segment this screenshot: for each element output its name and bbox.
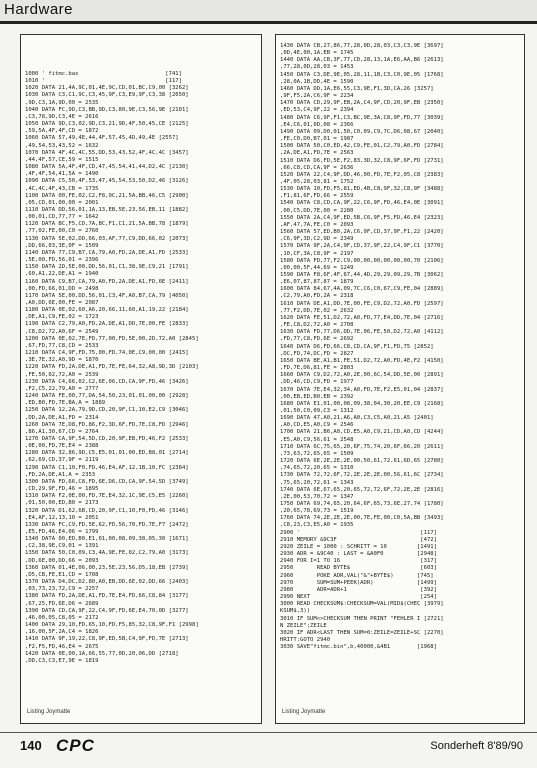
- code-line: 1280 DATA 32,86,9D,C5,E5,01,01,00,ED,B8,01 [2714]: [25, 450, 189, 457]
- code-line: 3030 SAVE"fitmc.bin",b,40000,&4B1 [1968]: [280, 644, 437, 651]
- code-line: ,20,65,78,69,73 = 1519: [280, 508, 354, 515]
- code-line: ,DD,2A,DE,A1,FD = 2314: [25, 414, 99, 421]
- code-line: ,00,FD,66,01,DD = 2498: [25, 285, 99, 292]
- code-line: 1520 DATA 22,C4,9F,DD,46,00,FD,7E,F2,05,C8 [2383]: [280, 171, 444, 178]
- code-line: 1230 DATA C4,66,02,C2,6E,06,CD,CA,9F,FD,46 [3426]: [25, 378, 189, 385]
- code-line: 1190 DATA C2,79,A0,FD,2A,DE,A1,DD,7E,00,FE [2833]: [25, 321, 189, 328]
- code-listing-left: [25, 71, 258, 701]
- code-line: 1550 DATA 2A,C4,9F,ED,5B,C6,9F,F5,FD,46,E4 [2323]: [280, 214, 444, 221]
- code-line: 2970 SUM=SUM+PEEK(ADR) [1499]: [280, 579, 437, 586]
- code-line: 1050 DATA 9D,C3,02,9D,C3,21,9D,4F,50,45,CE [2125]: [25, 121, 189, 128]
- code-line: 1340 DATA 00,ED,B0,E1,01,00,08,09,38,05,30 [1671]: [25, 536, 189, 543]
- code-line: ,CD,29,9F,FD,46 = 1895: [25, 486, 99, 493]
- listing-caption-right: Listing Joymatte: [282, 709, 326, 715]
- code-line: 1160 DATA C9,B7,CA,79,A0,FD,2A,DE,A1,FD,6E [2411]: [25, 278, 189, 285]
- code-line: 1690 DATA 47,A0,21,A6,A0,C3,C5,A0,21,A5 [2401]: [280, 415, 434, 422]
- code-line: ,0E,00,FD,7E,E4 = 2388: [25, 443, 99, 450]
- code-line: 1300 DATA FD,66,C8,FD,6E,D6,CD,CA,9F,54,5D [3749]: [25, 478, 189, 485]
- code-line: 2960 POKE ADR,VAL("&"+BYTE$) [745]: [280, 572, 434, 579]
- code-line: 1400 DATA 29,10,FD,65,10,FD,F5,85,32,C8,9F,F1 [2998]: [25, 622, 199, 629]
- code-line: 1440 DATA AA,CB,3F,77,CD,28,13,1A,E6,AA,B6 [2613]: [280, 57, 444, 64]
- code-line: ,62,69,CD,37,9F = 2119: [25, 457, 99, 464]
- code-line: ,0D,4E,00,1A,EB = 1745: [280, 50, 354, 57]
- code-line: 1110 DATA DD,56,01,1A,13,EB,5E,23,56,EB,11 [1882]: [25, 206, 189, 213]
- code-line: ,9F,F5,2A,C6,9F = 2234: [280, 93, 354, 100]
- code-line: ,46,00,05,C8,05 = 2172: [25, 614, 99, 621]
- code-line: 3020 IF ADR<LAST THEN SUM=0:ZEILE=ZEILE+SC [2270]: [280, 629, 444, 636]
- code-line: ,E4,AF,12,13,10 = 2051: [25, 514, 99, 521]
- code-line: ,3E,7E,32,A0,9D = 1870: [25, 357, 99, 364]
- code-line: ,FD,77,C8,FD,6E = 2692: [280, 336, 354, 343]
- code-line: 1390 DATA CD,CA,9F,22,C4,9F,FD,6E,E4,70,0D [3277]: [25, 607, 189, 614]
- code-line: ,4C,4C,4F,43,CB = 1735: [25, 185, 99, 192]
- code-line: 1730 DATA 72,72,6F,72,2E,2E,2E,00,56,61,6C [2734]: [280, 472, 444, 479]
- code-line: 1450 DATA C3,DE,9E,05,28,11,1B,C3,C0,9E,05 [1768]: [280, 71, 444, 78]
- code-line: 1040 DATA FC,9D,C3,BB,9D,C3,80,9E,C3,56,9E [2101]: [25, 106, 189, 113]
- code-line: ,E5,FD,46,E4,06 = 1799: [25, 529, 99, 535]
- section-title: Hardware: [4, 1, 74, 18]
- code-line: 1020 DATA 21,4A,9C,01,4E,9C,CD,01,BC,C9,00 [3262]: [25, 85, 189, 92]
- code-line: ,01,50,00,ED,B0 = 2173: [25, 500, 99, 507]
- code-line: ,AF,47,7A,FE,C0 = 2093: [280, 221, 354, 228]
- code-line: 1290 DATA C1,10,F0,FD,46,E4,AF,12,1B,10,FC [2384]: [25, 464, 189, 471]
- code-line: ,C2,38,9E,C9,01 = 1391: [25, 543, 99, 550]
- code-line: 1630 DATA FD,77,D6,DD,7E,06,FE,50,D2,72,A0 [4112]: [280, 329, 444, 336]
- code-line: ,2A,DE,A1,FD,7E = 2563: [280, 150, 354, 157]
- code-line: 1420 DATA 0E,00,1A,66,55,77,0D,20,06,DD [2718]: [25, 650, 179, 657]
- code-line: 1010 ' [117]: [25, 78, 182, 85]
- code-line: ,67,FD,77,C8,CD = 2533: [25, 342, 99, 349]
- code-line: 1270 DATA CA,9F,54,5D,CD,20,9F,EB,FD,46,F2 [2533]: [25, 435, 189, 442]
- code-line: ,ED,B0,FD,7E,BA,A = 1889: [25, 400, 106, 407]
- code-line: ,FE,C0,D0,B7,01 = 1987: [280, 136, 354, 143]
- code-line: ,C3,78,9D,C3,4E = 2616: [25, 113, 99, 120]
- code-line: 1740 DATA 6E,67,65,20,65,72,72,6F,72,2E,2E [2816]: [280, 486, 444, 493]
- code-line: N ZEILE";ZEILE: [280, 622, 327, 629]
- code-line: 2900 ' [117]: [280, 529, 437, 536]
- code-line: 1310 DATA F2,0E,00,FD,7E,E4,32,1C,9E,C5,E5 [2260]: [25, 493, 189, 500]
- code-line: ,00,C5,DD,7E,00 = 2280: [280, 207, 354, 214]
- code-line: 1760 DATA 74,2E,2E,2E,00,7E,FE,00,C0,5A,BB [3493]: [280, 515, 444, 522]
- code-line: 1240 DATA FE,00,77,DA,54,50,23,01,01,00,00 [2928]: [25, 393, 189, 400]
- code-line: 1320 DATA D1,62,6B,CD,20,9F,C1,10,F0,FD,46 [3146]: [25, 507, 189, 514]
- code-line: ,66,C8,CD,CA,9F = 2636: [280, 164, 354, 171]
- code-line: ,2E,00,53,70,72 = 1347: [280, 493, 354, 500]
- code-line: ,67,25,FD,6E,D6 = 2689: [25, 600, 99, 607]
- code-line: ,DC,FD,74,DC,FD = 2827: [280, 350, 354, 357]
- code-line: 1510 DATA D6,FD,5E,F2,83,3D,32,C8,9F,6F,FD [2731]: [280, 157, 444, 164]
- code-line: 1750 DATA 69,74,65,20,64,6F,65,73,6E,27,74 [1780]: [280, 501, 444, 507]
- code-line: 2930 ADR = &9C40 : LAST = &A0F0 [2948]: [280, 551, 437, 558]
- code-line: 1540 DATA C8,CD,CA,9F,22,C6,9F,FD,46,E4,0E [3091]: [280, 200, 444, 207]
- code-line: 1570 DATA 9F,2A,C4,9F,CD,37,9F,22,C4,9F,C1 [3770]: [280, 243, 444, 250]
- code-line: ,10,CF,3A,C8,9F = 2197: [280, 250, 354, 257]
- code-line: ,F2,F5,FD,46,E4 = 2675: [25, 643, 99, 650]
- code-line: ,C6,9F,3D,C2,9D = 2349: [280, 236, 354, 243]
- code-line: 1720 DATA 6E,2E,2E,2E,00,50,61,72,61,6D,65 [2780]: [280, 458, 444, 465]
- code-line: 1150 DATA 2D,5E,00,DD,56,01,C1,38,9E,C9,21 [1791]: [25, 264, 189, 271]
- code-line: 1470 DATA CD,29,9F,EB,2A,C4,9F,CD,20,9F,EB [2350]: [280, 100, 444, 107]
- listing-column-right: [275, 34, 525, 724]
- code-line: ,5E,00,FD,56,01 = 2396: [25, 257, 99, 264]
- code-line: ,DD,6E,00,DD,66 = 2093: [25, 557, 99, 564]
- code-line: 1500 DATA 50,C0,ED,42,C9,FE,01,C2,79,A0,FD [2784]: [280, 143, 444, 150]
- code-line: 1360 DATA 01,4E,06,00,23,5E,23,56,D5,18,EB [2739]: [25, 564, 189, 571]
- code-line: ,4F,4F,54,41,5A = 1490: [25, 171, 99, 178]
- code-line: 2910 MEMORY &9C3F [472]: [280, 536, 437, 543]
- code-line: ,DE,A1,C9,FE,02 = 1723: [25, 314, 99, 321]
- code-line: ,DD,46,CD,C9,FD = 1977: [280, 379, 354, 386]
- code-line: HRITT:GOTO 2940: [280, 636, 331, 643]
- header-rule: [0, 21, 537, 24]
- code-line: ,ED,53,C4,9F,22 = 2394: [280, 107, 354, 114]
- code-line: ,05,CD,01,00,00 = 2001: [25, 199, 99, 206]
- code-line: 1330 DATA FC,C9,FD,5E,62,FD,56,70,FD,7E,F7 [2472]: [25, 521, 189, 528]
- code-line: ,77,28,0D,28,03 = 1453: [280, 64, 354, 71]
- code-line: ,E6,07,87,87,87 = 1879: [280, 279, 354, 286]
- code-line: 1710 DATA 6C,75,65,20,6F,75,74,20,6F,66,20 [2611]: [280, 443, 444, 450]
- code-line: ,D5,CB,FE,E1,CD = 1708: [25, 571, 99, 578]
- code-line: 1130 DATA 5E,02,DD,66,03,AF,77,C9,DD,66,02 [2073]: [25, 235, 189, 242]
- code-line: 1220 DATA FD,2A,DE,A1,FD,7E,FE,64,32,A8,9D,3D [2103]: [25, 364, 199, 371]
- code-line: ,4F,05,28,03,81 = 1752: [280, 178, 354, 185]
- code-line: ,FE,50,02,72,A0 = 2539: [25, 371, 99, 378]
- code-line: 1620 DATA FE,51,D2,72,A0,FD,77,E4,DD,7E,04 [2716]: [280, 314, 444, 321]
- code-line: ,C8,23,C3,E5,A0 = 1935: [280, 522, 354, 529]
- code-line: ,F2,C5,22,79,A0 = 2777: [25, 385, 99, 392]
- code-line: 1260 DATA 7E,D8,FD,86,F2,3D,6F,FD,7E,C8,FD [2946]: [25, 421, 189, 428]
- code-line: 1530 DATA 10,FD,F5,81,ED,4B,C8,9F,32,C8,9F [3488]: [280, 186, 444, 193]
- code-line: 1600 DATA 84,67,4A,09,7C,C6,C0,67,C9,FE,04 [2889]: [280, 286, 444, 293]
- code-line: ,01,50,C0,09,C3 = 1312: [280, 407, 354, 414]
- code-line: 1560 DATA 57,ED,B0,2A,C6,9F,CD,37,9F,F1,22 [2420]: [280, 229, 444, 236]
- code-line: ,F1,81,6F,FD,66 = 2559: [280, 193, 354, 200]
- code-line: 1030 DATA C3,C1,9C,C3,45,9F,C3,E9,9F,C3,38 [2650]: [25, 92, 189, 99]
- code-line: 1380 DATA FD,2A,DE,A1,FD,7E,E4,FD,66,C8,84 [3177]: [25, 593, 189, 600]
- code-line: 2950 READ BYTE$ [603]: [280, 565, 437, 572]
- code-line: ,49,54,53,43,52 = 1632: [25, 142, 99, 149]
- code-line: 1480 DATA C6,9F,F1,C3,BC,9E,3A,C8,9F,FD,77 [3039]: [280, 114, 444, 121]
- code-line: ,C2,79,A0,FD,2A = 2318: [280, 293, 354, 300]
- code-line: ,FD,2A,DE,A1,A = 2353: [25, 471, 96, 478]
- code-line: ,E5,A0,C9,56,61 = 2548: [280, 436, 354, 443]
- code-line: ,9D,C3,1A,9D,00 = 2535: [25, 99, 99, 106]
- code-line: ,74,65,72,20,65 = 1310: [280, 465, 354, 472]
- code-line: ,73,63,72,65,65 = 1509: [280, 450, 354, 457]
- footer-rule: [0, 732, 537, 733]
- code-line: ,60,A1,22,DE,A1 = 1940: [25, 271, 99, 278]
- code-line: 1490 DATA 09,D0,01,50,C0,09,C9,7C,D6,08,67 [2040]: [280, 128, 444, 135]
- code-line: ,C8,D2,72,A0,6F = 2549: [25, 328, 99, 335]
- code-line: ,DD,C3,C3,E7,9E = 1819: [25, 657, 99, 664]
- code-line: KSUM$,3)): [280, 608, 311, 615]
- listing-column-left: [20, 34, 262, 724]
- code-line: 1170 DATA 5E,00,DD,56,01,C3,4F,A0,B7,CA,79 [4050]: [25, 292, 189, 299]
- code-line: ,E4,C6,01,0D,08 = 2366: [280, 121, 354, 128]
- code-line: 1370 DATA D4,DC,D2,80,A0,EB,DD,6E,02,DD,66 [2403]: [25, 579, 189, 586]
- code-line: 1100 DATA 00,FE,02,C2,F8,9C,21,5A,BB,46,C5 [2900]: [25, 192, 189, 199]
- code-line: ,03,73,23,72,C9 = 2257: [25, 586, 99, 593]
- code-line: ,28,0A,1B,DD,4E = 1590: [280, 78, 354, 85]
- code-line: ,00,EB,ED,B0,EB = 2392: [280, 393, 354, 400]
- code-line: 1670 DATA 7E,E4,32,34,A0,FD,7E,F2,E5,01,04 [2837]: [280, 386, 444, 393]
- magazine-logo: CPC: [56, 736, 95, 755]
- code-line: ,16,00,5F,2A,C4 = 1826: [25, 629, 99, 636]
- code-line: 1210 DATA C4,9F,FD,75,00,FD,74,0E,C9,00,00 [2415]: [25, 350, 189, 357]
- code-line: ,00,00,5F,44,69 = 1249: [280, 264, 354, 271]
- code-line: 1090 DATA C5,50,4F,53,47,45,54,53,50,D2,46 [3126]: [25, 178, 189, 185]
- code-line: 2940 FOR I=1 TO 16 [317]: [280, 558, 437, 565]
- code-line: 1700 DATA 21,B6,A0,CD,E5,A0,C9,21,CD,A0,CD [4244]: [280, 429, 444, 436]
- code-line: 1580 DATA FD,77,F2,C9,00,00,00,00,00,00,70 [2106]: [280, 257, 444, 264]
- code-line: 1140 DATA 77,C9,B7,CA,79,A0,FD,2A,DE,A1,FD [2533]: [25, 249, 189, 256]
- code-line: 1430 DATA CB,27,86,77,28,0D,28,03,C3,C3,9E [3697]: [280, 43, 444, 49]
- code-line: 1120 DATA BC,F5,CD,7A,BC,F1,C1,21,5A,BB,78 [1879]: [25, 221, 189, 228]
- code-line: 1640 DATA D6,FD,66,C8,CD,CA,9F,F1,FD,75 [2852]: [280, 343, 434, 350]
- code-line: ,77,F2,DD,7E,02 = 2632: [280, 307, 354, 314]
- code-line: 2990 NEXT [254]: [280, 594, 437, 601]
- code-line: ,A0,DD,6E,00,FE = 2087: [25, 300, 99, 306]
- code-line: ,DD,66,03,3E,0F = 1509: [25, 242, 99, 249]
- code-line: ,44,4F,57,CE,59 = 1515: [25, 156, 99, 163]
- page-header: [0, 0, 537, 22]
- code-line: 2920 ZEILE = 1000 : SCHRITT = 10 [1491]: [280, 543, 437, 550]
- code-line: 1660 DATA C9,D2,72,A0,2E,00,6C,54,DD,5E,00 [2891]: [280, 372, 444, 379]
- code-line: 1460 DATA DD,1A,E6,55,C3,9E,F1,3D,CA,26 [3257]: [280, 85, 434, 92]
- code-line: 1650 DATA BE,A1,B1,FE,51,D2,72,A0,FD,4E,F2 [4150]: [280, 357, 444, 364]
- code-line: 1060 DATA 57,49,4E,44,4F,57,45,4D,49,4E [2557]: [25, 135, 179, 142]
- code-line: 1350 DATA 50,C0,09,C3,4A,9E,FE,02,C2,79,A0 [3173]: [25, 550, 189, 557]
- code-line: ,FD,7E,D6,81,FE = 2803: [280, 365, 354, 372]
- code-line: ,86,A1,30,67,CD = 2764: [25, 428, 99, 435]
- code-line: ,77,02,FE,00,C0 = 2760: [25, 228, 99, 235]
- code-line: 3000 READ CHECKSUM$:CHECKSUM=VAL(MID$(CHEC [3979]: [280, 601, 444, 608]
- code-listing-right: [280, 43, 521, 701]
- code-line: 2980 ADR=ADR+1 [392]: [280, 586, 437, 593]
- code-line: 1250 DATA 12,2A,79,9D,CD,20,9F,C1,10,E2,C9 [3046]: [25, 407, 189, 414]
- code-line: 1410 DATA 9F,19,22,C8,9F,ED,5B,C4,9F,FD,7E [2713]: [25, 636, 189, 643]
- code-line: 1680 DATA E1,01,00,08,09,38,04,30,20,EE,C9 [2168]: [280, 400, 444, 407]
- code-line: 1000 ' fitmc.bas [741]: [25, 71, 182, 77]
- code-line: 3010 IF SUM<>CHECKSUM THEN PRINT "FEHLER I [2721]: [280, 615, 444, 622]
- code-line: 1070 DATA 4F,4C,4C,55,DD,53,43,52,4F,4C,4C [3457]: [25, 149, 189, 156]
- issue-label: Sonderheft 8'89/90: [430, 740, 523, 752]
- code-line: ,75,65,20,72,61 = 1343: [280, 479, 354, 486]
- code-line: ,A0,CD,E5,A0,C9 = 2546: [280, 422, 354, 429]
- code-line: 1610 DATA DE,A1,DD,7E,00,FE,C9,D2,72,A0,FD [2597]: [280, 300, 444, 307]
- code-line: ,FE,C8,D2,72,A0 = 2708: [280, 322, 354, 329]
- page-number: 140: [20, 738, 42, 753]
- code-line: 1080 DATA 5A,4F,4F,CD,47,45,54,41,44,D2,4C [2130]: [25, 164, 189, 171]
- code-line: ,00,01,CD,77,77 = 1642: [25, 214, 99, 221]
- code-line: 1200 DATA 0E,02,7E,FD,77,00,FD,5E,00,2D,72,A0 [2845]: [25, 335, 199, 342]
- code-line: 1180 DATA 0E,02,60,A6,20,66,11,60,A1,19,22 [2184]: [25, 307, 189, 314]
- code-line: ,59,5A,4F,4F,CD = 1872: [25, 128, 99, 135]
- code-line: 1590 DATA F8,6F,4F,67,44,4D,29,29,09,29,7B [3062]: [280, 272, 444, 278]
- listing-caption-left: Listing Joymatte: [27, 709, 71, 715]
